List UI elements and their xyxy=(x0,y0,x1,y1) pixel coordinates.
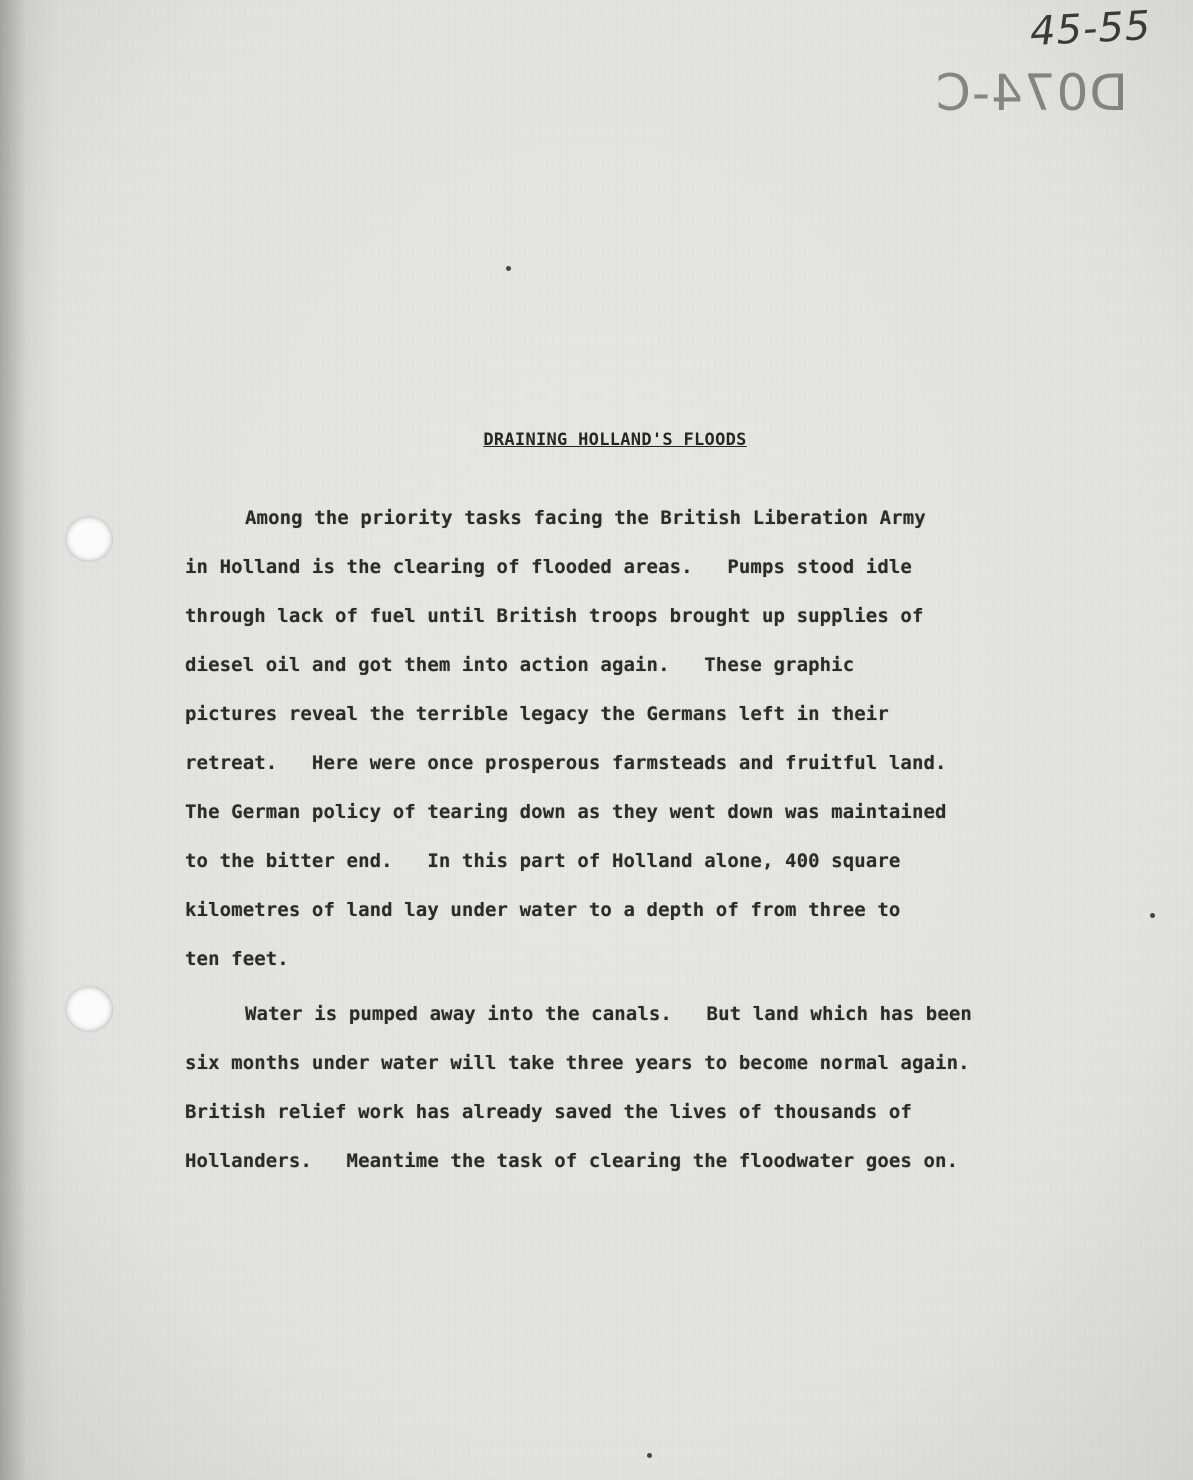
paragraph-line: kilometres of land lay under water to a depth of from three to xyxy=(185,899,901,921)
paragraph-line: to the bitter end. In this part of Holland alone, 400 square xyxy=(185,850,901,872)
paragraph-line: Hollanders. Meantime the task of clearing the floodwater goes on. xyxy=(185,1150,959,1172)
ink-speck xyxy=(506,266,511,271)
page-shadow-edge xyxy=(0,0,60,1480)
paragraph-line: six months under water will take three years to become normal again. xyxy=(185,1052,970,1074)
paragraph-line: in Holland is the clearing of flooded areas. Pumps stood idle xyxy=(185,556,912,578)
paragraph-line: Among the priority tasks facing the British Liberation Army xyxy=(245,507,926,529)
paragraph-line: retreat. Here were once prosperous farmsteads and fruitful land. xyxy=(185,752,947,774)
ink-speck xyxy=(647,1453,652,1458)
document-title: DRAINING HOLLAND'S FLOODS xyxy=(483,430,747,450)
paragraph-2 xyxy=(185,990,1025,1186)
paragraph-line: pictures reveal the terrible legacy the Germans left in their xyxy=(185,703,889,725)
handwritten-number: 45-55 xyxy=(1028,2,1153,56)
paragraph-line: The German policy of tearing down as they went down was maintained xyxy=(185,801,947,823)
paragraph-line: Water is pumped away into the canals. But land which has been xyxy=(245,1003,972,1025)
handwritten-code-mirrored: D074-C xyxy=(935,64,1128,122)
punch-hole-bottom xyxy=(66,987,112,1031)
paragraph-1 xyxy=(185,494,1025,984)
paragraph-line: ten feet. xyxy=(185,948,289,970)
ink-speck xyxy=(1150,913,1155,918)
paragraph-line: through lack of fuel until British troops brought up supplies of xyxy=(185,605,924,627)
punch-hole-top xyxy=(66,517,112,561)
paragraph-line: British relief work has already saved the lives of thousands of xyxy=(185,1101,912,1123)
paragraph-line: diesel oil and got them into action again. These graphic xyxy=(185,654,855,676)
